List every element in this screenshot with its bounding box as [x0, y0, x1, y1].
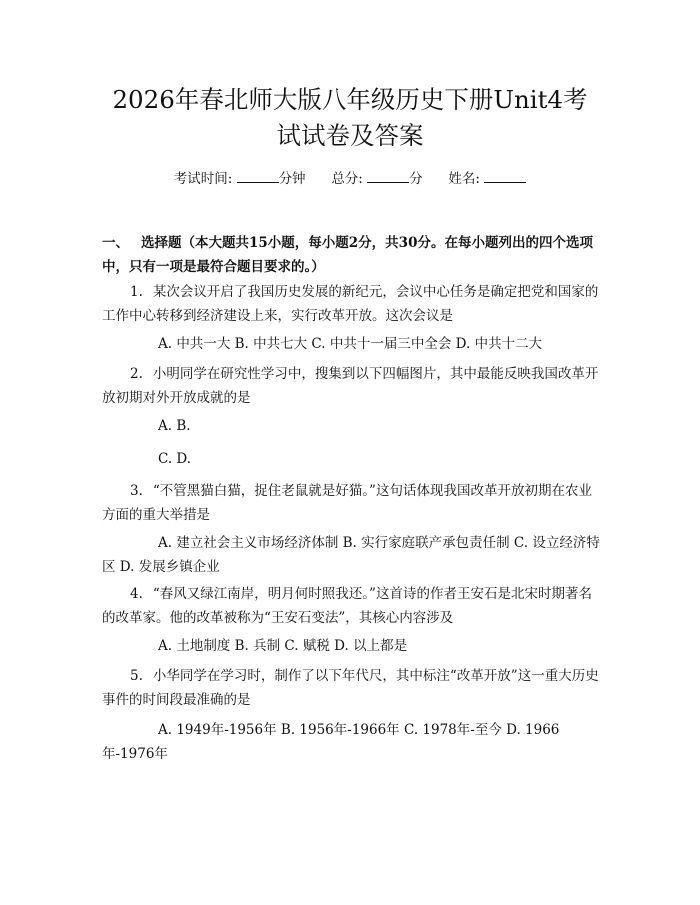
question-number: 5. [130, 668, 143, 684]
question-3-options [102, 531, 600, 579]
score-label: 总分: [331, 171, 363, 187]
name-blank [484, 168, 526, 183]
question-number: 2. [130, 366, 143, 382]
options-text: A. 1949年-1956年 B. 1956年-1966年 C. 1978年-至今 D. 1966年-1976年 [102, 722, 560, 762]
question-2-options-line-1 [102, 414, 600, 438]
options-text: A. 中共一大 B. 中共七大 C. 中共十一届三中全会 D. 中共十二大 [158, 336, 543, 352]
options-text: A. 土地制度 B. 兵制 C. 赋税 D. 以上都是 [158, 638, 408, 654]
options-text: A. B. [158, 418, 191, 434]
question-2 [102, 362, 600, 410]
title-line-2: 试试卷及答案 [276, 121, 424, 150]
time-unit: 分钟 [278, 171, 306, 187]
score-unit: 分 [409, 171, 423, 187]
question-3 [102, 479, 600, 527]
question-stem: 某次会议开启了我国历史发展的新纪元，会议中心任务是确定把党和国家的工作中心转移到经济建设上来，实行改革开放。这次会议是 [102, 284, 599, 324]
section-number: 一、 [102, 235, 129, 251]
question-number: 3. [130, 483, 143, 499]
question-5-options [102, 718, 600, 766]
question-number: 1. [130, 284, 143, 300]
score-blank [367, 168, 409, 183]
question-5 [102, 664, 600, 712]
options-text: C. D. [158, 451, 192, 467]
section-text: 选择题（本大题共15小题，每小题2分，共30分。在每小题列出的四个选项中，只有一项是最符合题目要求的。） [102, 235, 593, 275]
question-1 [102, 280, 600, 328]
time-blank [237, 168, 279, 183]
question-stem: “不管黑猫白猫，捉住老鼠就是好猫。”这句话体现我国改革开放初期在农业方面的重大举措是 [102, 483, 592, 523]
question-number: 4. [130, 586, 143, 602]
time-label: 考试时间: [173, 171, 233, 187]
options-text: A. 建立社会主义市场经济体制 B. 实行家庭联产承包责任制 C. 设立经济特区 D. 发展乡镇企业 [102, 535, 600, 575]
question-4-options [102, 634, 600, 658]
question-stem: 小明同学在研究性学习中，搜集到以下四幅图片，其中最能反映我国改革开放初期对外开放成就的是 [102, 366, 599, 406]
exam-meta [0, 168, 700, 189]
name-label: 姓名: [448, 171, 480, 187]
title-line-1: 2026年春北师大版八年级历史下册Unit4考 [112, 85, 588, 114]
question-2-options-line-2 [102, 447, 600, 471]
question-4 [102, 582, 600, 630]
question-stem: 小华同学在学习时，制作了以下年代尺，其中标注“改革开放”这一重大历史事件的时间段最准确的是 [102, 668, 599, 708]
document-title [70, 82, 630, 154]
question-1-options [102, 332, 600, 356]
question-stem: “春风又绿江南岸，明月何时照我还。”这首诗的作者王安石是北宋时期著名的改革家。他的改革被称为“王安石变法”，其核心内容涉及 [102, 586, 592, 626]
section-heading [102, 231, 600, 279]
